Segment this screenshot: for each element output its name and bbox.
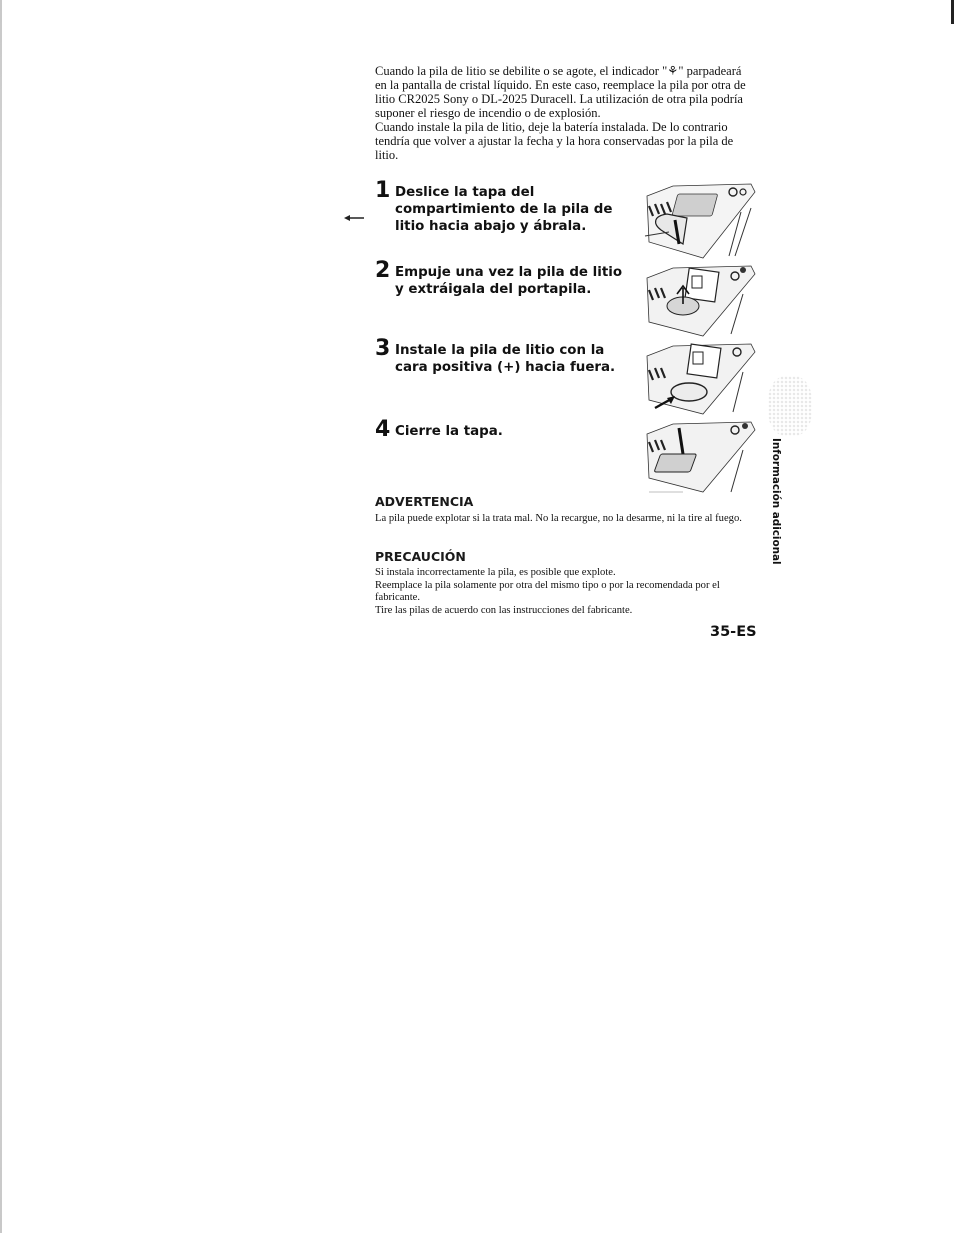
step-number: 4 <box>375 417 391 442</box>
intro-paragraph: Cuando instale la pila de litio, deje la batería instalada. De lo contrario tendría que volver a ajustar la fecha y la hora conservadas por la pila de litio. <box>375 120 734 162</box>
step-number: 3 <box>375 336 391 361</box>
arrow-mark-icon <box>344 214 364 222</box>
section-side-tab <box>768 438 784 565</box>
battery-cover-close-illustration <box>643 420 758 496</box>
caution-line: Si instala incorrectamente la pila, es posible que explote. <box>375 567 616 578</box>
page-scan-edge <box>0 0 2 1233</box>
page-number: 35-ES <box>710 624 757 640</box>
warning-title: ADVERTENCIA <box>375 494 474 509</box>
step-text: Deslice la tapa del compartimiento de la pila de litio hacia abajo y ábrala. <box>395 185 613 234</box>
warning-line: La pila puede explotar si la trata mal. No la recargue, no la desarme, ni la tire al fuego. <box>375 513 742 524</box>
caution-title: PRECAUCIÓN <box>375 549 466 564</box>
scan-speckle <box>768 376 812 436</box>
step-text: Cierre la tapa. <box>395 424 503 439</box>
step-number: 1 <box>375 178 391 203</box>
battery-insert-illustration <box>643 342 758 416</box>
caution-line: Reemplace la pila solamente por otra del mismo tipo o por la recomendada por el fabricante. <box>375 579 720 603</box>
battery-cover-open-illustration <box>643 182 758 262</box>
intro-text <box>375 64 755 162</box>
step-number: 2 <box>375 258 391 283</box>
caution-text <box>375 567 760 617</box>
step-text: Instale la pila de litio con la cara positiva (+) hacia fuera. <box>395 343 616 375</box>
caution-line: Tire las pilas de acuerdo con las instrucciones del fabricante. <box>375 604 633 616</box>
step-text: Empuje una vez la pila de litio y extráigala del portapila. <box>395 265 623 297</box>
side-tab-label: Información adicional <box>770 438 782 565</box>
warning-text <box>375 513 760 526</box>
battery-eject-illustration <box>643 264 758 340</box>
intro-paragraph: Cuando la pila de litio se debilite o se agote, el indicador "⚘" parpadeará en la pantalla de cristal líquido. En este caso, reemplace la pila por otra de litio CR2025 Sony o DL-2025 Duracell. La utilización de otra pila podría suponer el riesgo de incendio o de explosión. <box>375 64 746 120</box>
